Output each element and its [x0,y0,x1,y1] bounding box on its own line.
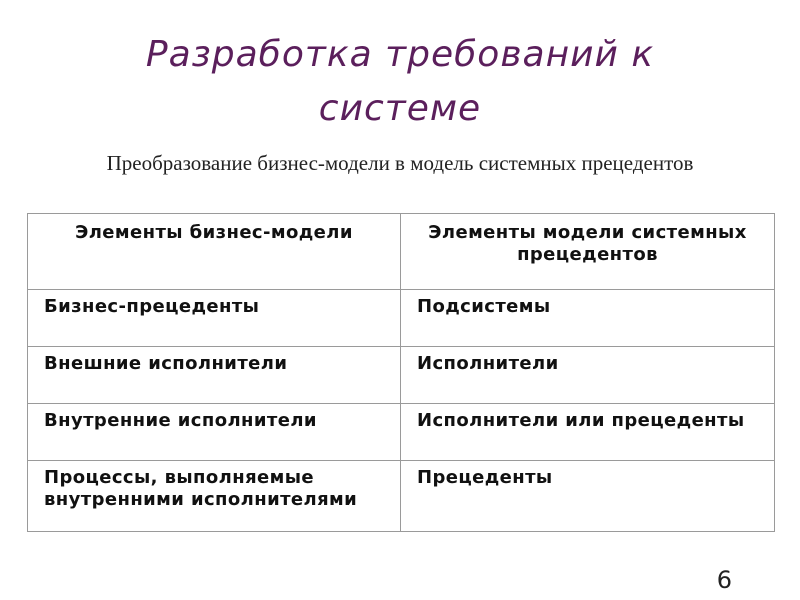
table-cell: Процессы, выполняемые внутренними исполнителями [28,461,401,532]
slide-subtitle: Преобразование бизнес-модели в модель системных прецедентов [106,151,694,175]
slide-title: Разработка требований к системе [145,34,655,129]
table-row [28,290,775,347]
table-row [28,404,775,461]
mapping-table [27,213,775,532]
header-system-usecase-model: Элементы модели системных прецедентов [401,214,775,290]
table-cell: Подсистемы [401,290,775,347]
table-cell: Внутренние исполнители [28,404,401,461]
table-row [28,347,775,404]
table-row [28,461,775,532]
table-header-row [28,214,775,290]
header-business-model: Элементы бизнес-модели [28,214,401,290]
table-cell: Бизнес-прецеденты [28,290,401,347]
table-cell: Исполнители [401,347,775,404]
table-cell: Внешние исполнители [28,347,401,404]
table-cell: Исполнители или прецеденты [401,404,775,461]
page-number: 6 [716,566,732,594]
table-cell: Прецеденты [401,461,775,532]
